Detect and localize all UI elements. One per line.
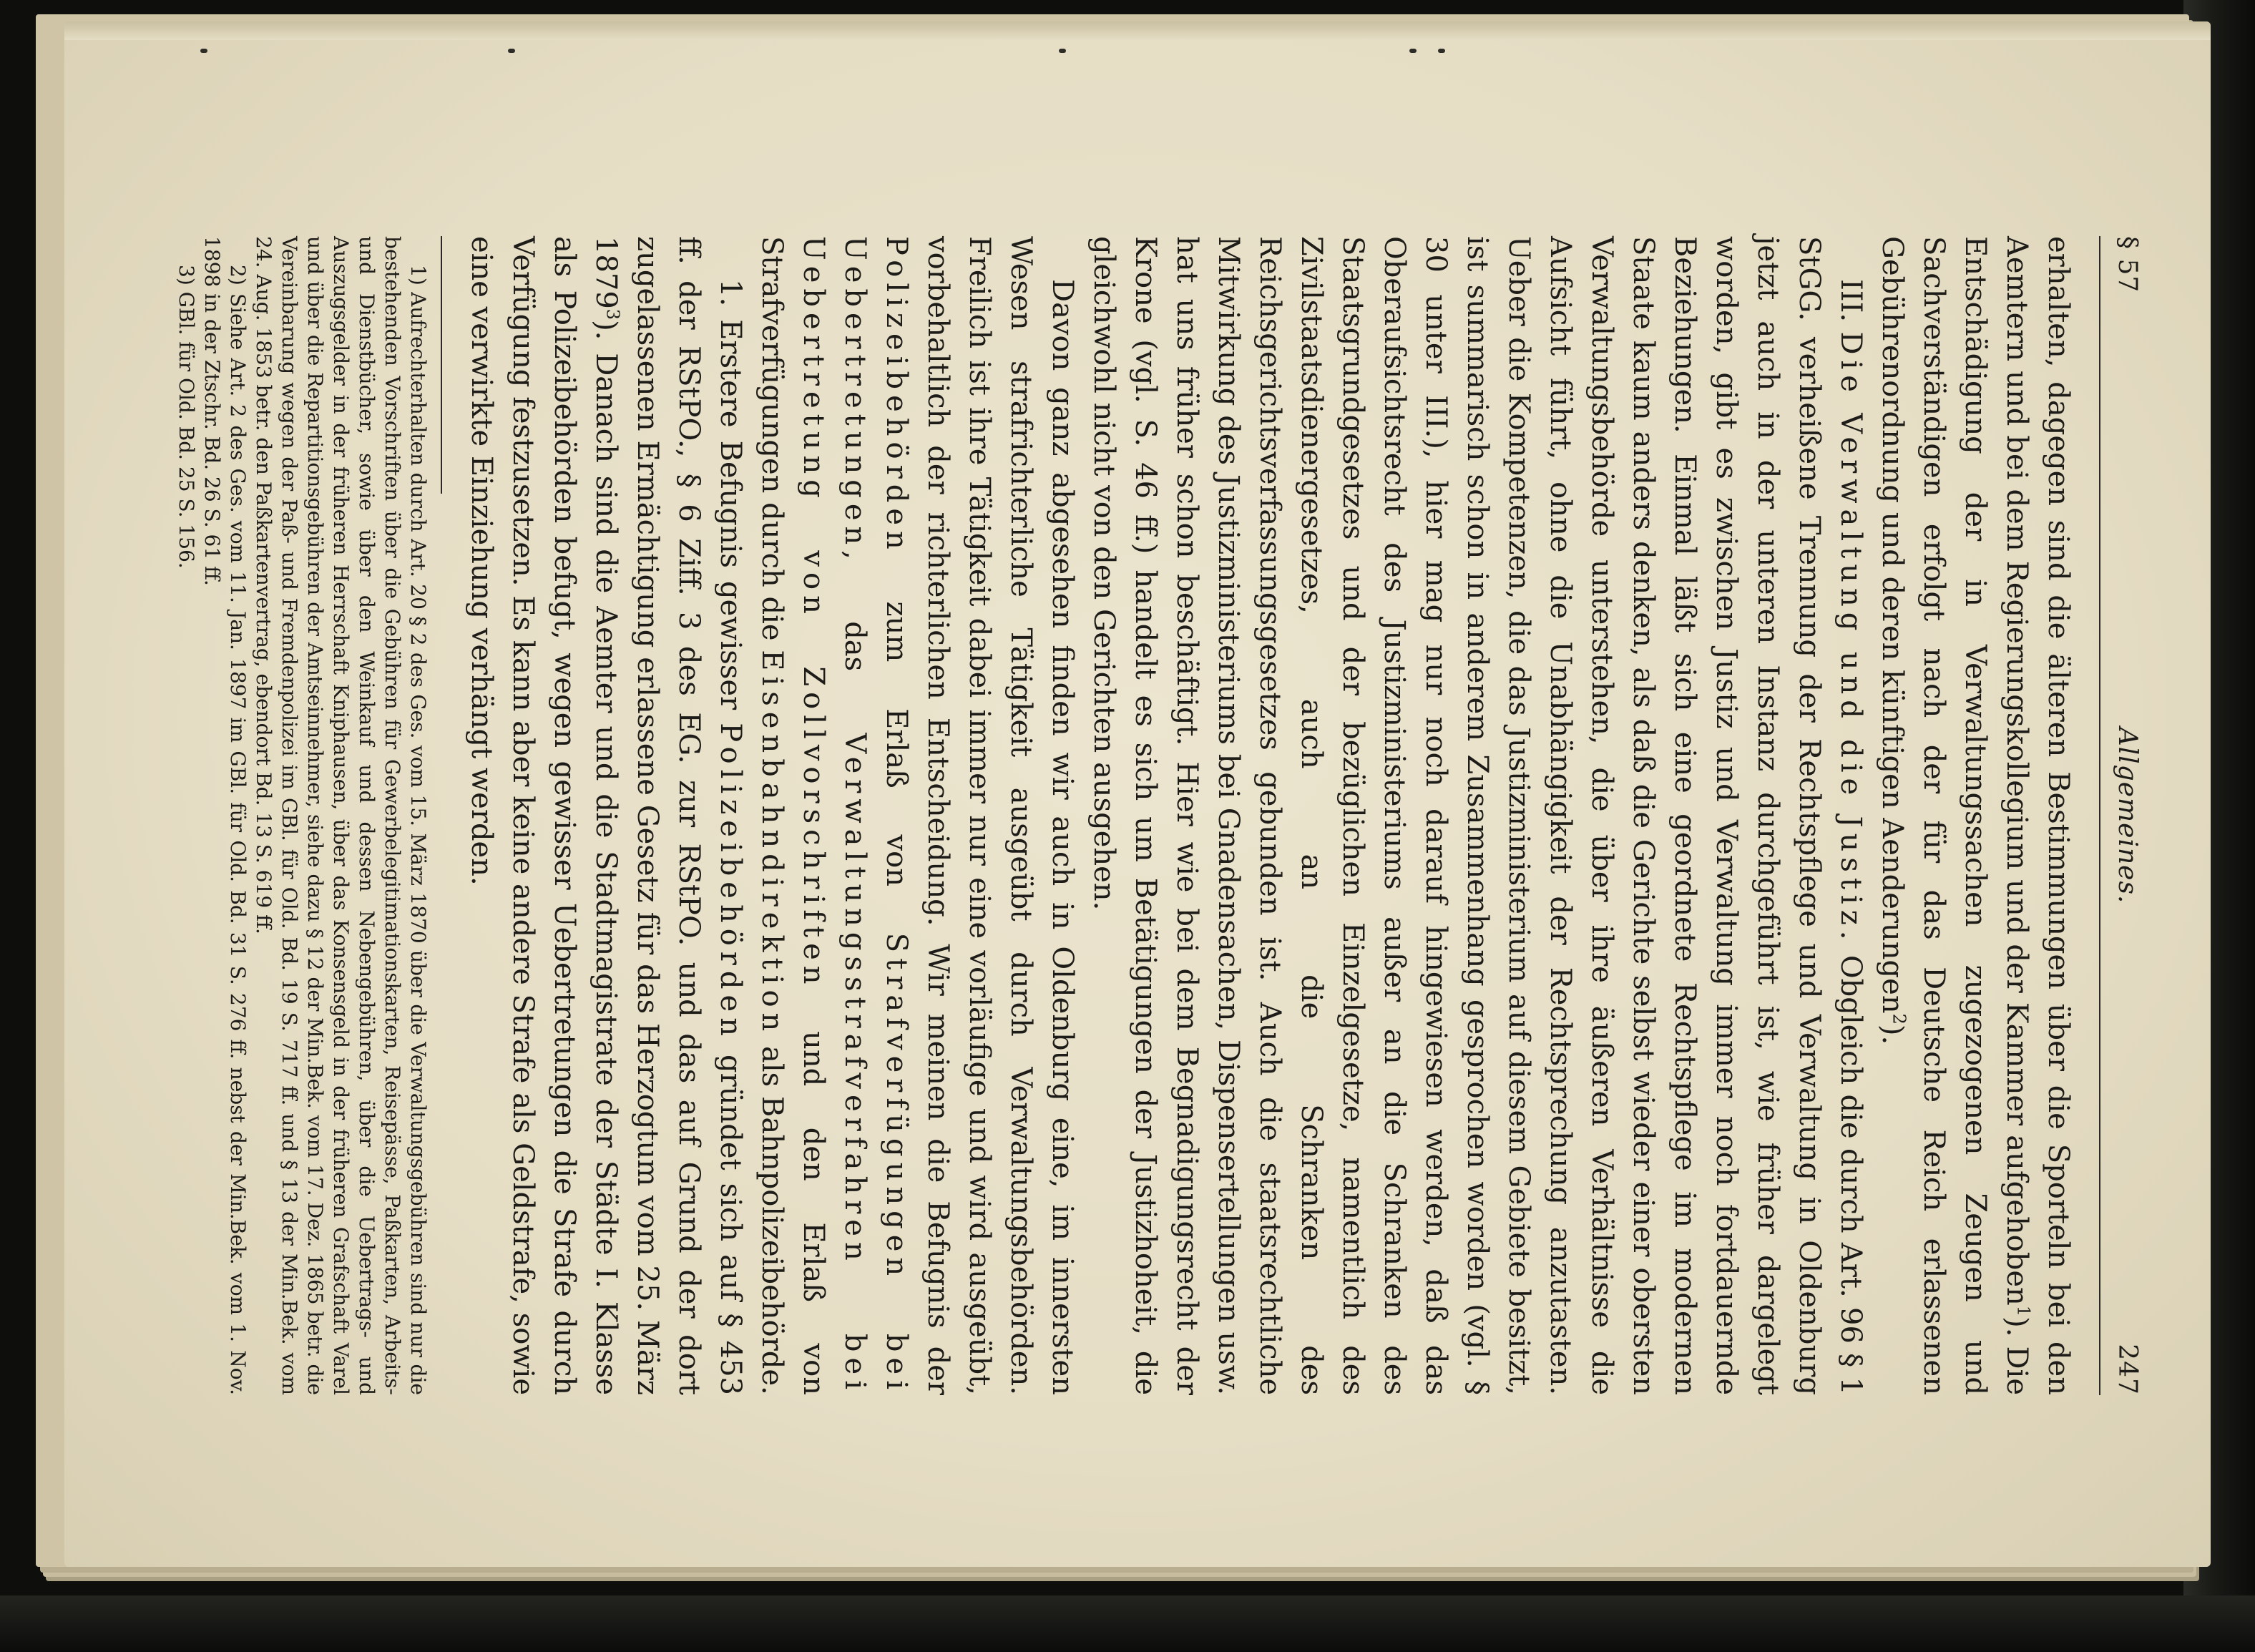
paragraph-4: 1. Erstere Befugnis gewisser Polizeibehörden gründet sich auf § 453 ff. der RStPO., § 6 Ziff. 3 des EG. zur RStPO. und das auf Grund der dort zugelassenen Ermächtigung erlassene Gesetz für das Herzogtum vom 25. März 1879$^3$). Danach sind die Aemter und die Stadtmagistrate der Städte I. Klasse als Polizeibehörden befugt, wegen gewisser Uebertretungen die Strafe durch Verfügung festzusetzen. Es kann aber keine andere Strafe als Geldstrafe, sowie eine verwirkte Einziehung verhängt werden. bbox=[465, 236, 747, 1396]
page-number: 247 bbox=[2113, 1344, 2142, 1395]
footnote-rule bbox=[441, 236, 442, 494]
footnote-1: 1) Aufrechterhalten durch Art. 20 § 2 des Ges. vom 15. März 1870 über die Verwaltungsgebühren sind nur die bestehenden Vorschriften über die Gebühren für Gewerbelegitimationskarten, Reisepässe, Paßkarten, Arbeits- und Dienstbücher, sowie über den Weinkauf und dessen Nebengebühren, über die Uebertrags- und Auszugsgelder in der früheren Herrschaft Kniphausen, über das Konsensgeld in der früheren Grafschaft Varel und über die Repartitionsgebühren der Amtseinnehmer, siehe dazu § 12 der Min.Bek. vom 17. Dez. 1865 betr. die Vereinbarung wegen der Paß- und Fremdenpolizei im GBl. für Old. Bd. 19 S. 717 ff. und § 13 der Min.Bek. vom 24. Aug. 1853 betr. den Paßkartenvertrag, ebendort Bd. 13 S. 619 ff. bbox=[252, 236, 430, 1395]
footnote-3: 3) GBl. für Old. Bd. 25 S. 156. bbox=[175, 265, 198, 569]
page-fold-shadow bbox=[64, 21, 2211, 40]
section-heading-spaced: Die Verwaltung und die Justiz. bbox=[1834, 331, 1867, 946]
footnote-ref-1: 1 bbox=[2013, 1305, 2034, 1317]
footnote-2: 2) Siehe Art. 2 des Ges. vom 11. Jan. 1897 im GBl. für Old. Bd. 31 S. 276 ff. nebst der Min.Bek. vom 1. Nov. 1898 in der Ztschr. Bd. 26 S. 61 ff. bbox=[200, 236, 250, 1395]
paragraph-1: erhalten, dagegen sind die älteren Bestimmungen über die Sporteln bei den Aemtern und bei dem Regierungskollegium und der Kammer aufgehoben$^1$). Die Entschädigung der in Verwaltungssachen zugezogenen Zeugen und Sachverständigen erfolgt nach der für das Deutsche Reich erlassenen Gebührenordnung und deren künftigen Aenderungen$^2$). bbox=[1876, 236, 2075, 1395]
rotated-text-column bbox=[175, 236, 2146, 1396]
footnote-ref-3: 3 bbox=[602, 308, 623, 321]
page-stack bbox=[36, 14, 2189, 1567]
book-page bbox=[64, 21, 2211, 1567]
paragraph-2: III. Die Verwaltung und die Justiz. Obgleich die durch Art. 96 § 1 StGG. verheißene Trennung der Rechtspflege und Verwaltung in Oldenburg jetzt auch in der unteren Instanz durchgeführt ist, wie früher dargelegt worden, gibt es zwischen Justiz und Verwaltung immer noch fortdauernde Beziehungen. Einmal läßt sich eine geordnete Rechtspflege im modernen Staate kaum anders denken, als daß die Gerichte selbst wieder einer obersten Verwaltungsbehörde unterstehen, die über ihre äußeren Verhältnisse die Aufsicht führt, ohne die Unabhängigkeit der Rechtsprechung anzutasten. Ueber die Kompetenzen, die das Justizministerium auf diesem Gebiete besitzt, ist summarisch schon in anderem Zusammenhang gesprochen worden (vgl. § 30 unter III.), hier mag nur noch darauf hingewiesen werden, daß das Oberaufsichtsrecht des Justizministeriums außer an die Schranken des Staatsgrundgesetzes und der bezüglichen Einzelgesetze, namentlich des Zivilstaatsdienergesetzes, auch an die Schranken des Reichsgerichtsverfassungsgesetzes gebunden ist. Auch die staatsrechtliche Mitwirkung des Justizministeriums bei Gnadensachen, Dispensertellungen usw. hat uns früher schon beschäftigt. Hier wie bei dem Begnadigungsrecht der Krone (vgl. S. 46 ff.) handelt es sich um Betätigungen der Justizhoheit, die gleichwohl nicht von den Gerichten ausgehen. bbox=[1087, 236, 1867, 1395]
header-rule bbox=[2099, 236, 2100, 1395]
section-number: § 57 bbox=[2113, 236, 2142, 293]
footnote-ref-2: 2 bbox=[1889, 1013, 1909, 1025]
book-cover-bottom bbox=[0, 1595, 2255, 1652]
running-title: Allgemeines. bbox=[2113, 727, 2142, 904]
page-header bbox=[2102, 236, 2146, 1395]
paragraph-3: Davon ganz abgesehen finden wir auch in Oldenburg eine, im innersten Wesen strafrichterliche Tätigkeit ausgeübt durch Verwaltungsbehörden. Freilich ist ihre Tätigkeit dabei immer nur eine vorläufige und wird ausgeübt, vorbehaltlich der richterlichen Entscheidung. Wir meinen die Befugnis der Polizeibehörden zum Erlaß von Strafverfügungen bei Uebertretungen, das Verwaltungsstrafverfahren bei Uebertretung von Zollvorschriften und den Erlaß von Strafverfügungen durch die Eisenbahndirektion als Bahnpolizeibehörde. bbox=[755, 236, 1079, 1396]
binding-thread-marks bbox=[64, 43, 2211, 60]
